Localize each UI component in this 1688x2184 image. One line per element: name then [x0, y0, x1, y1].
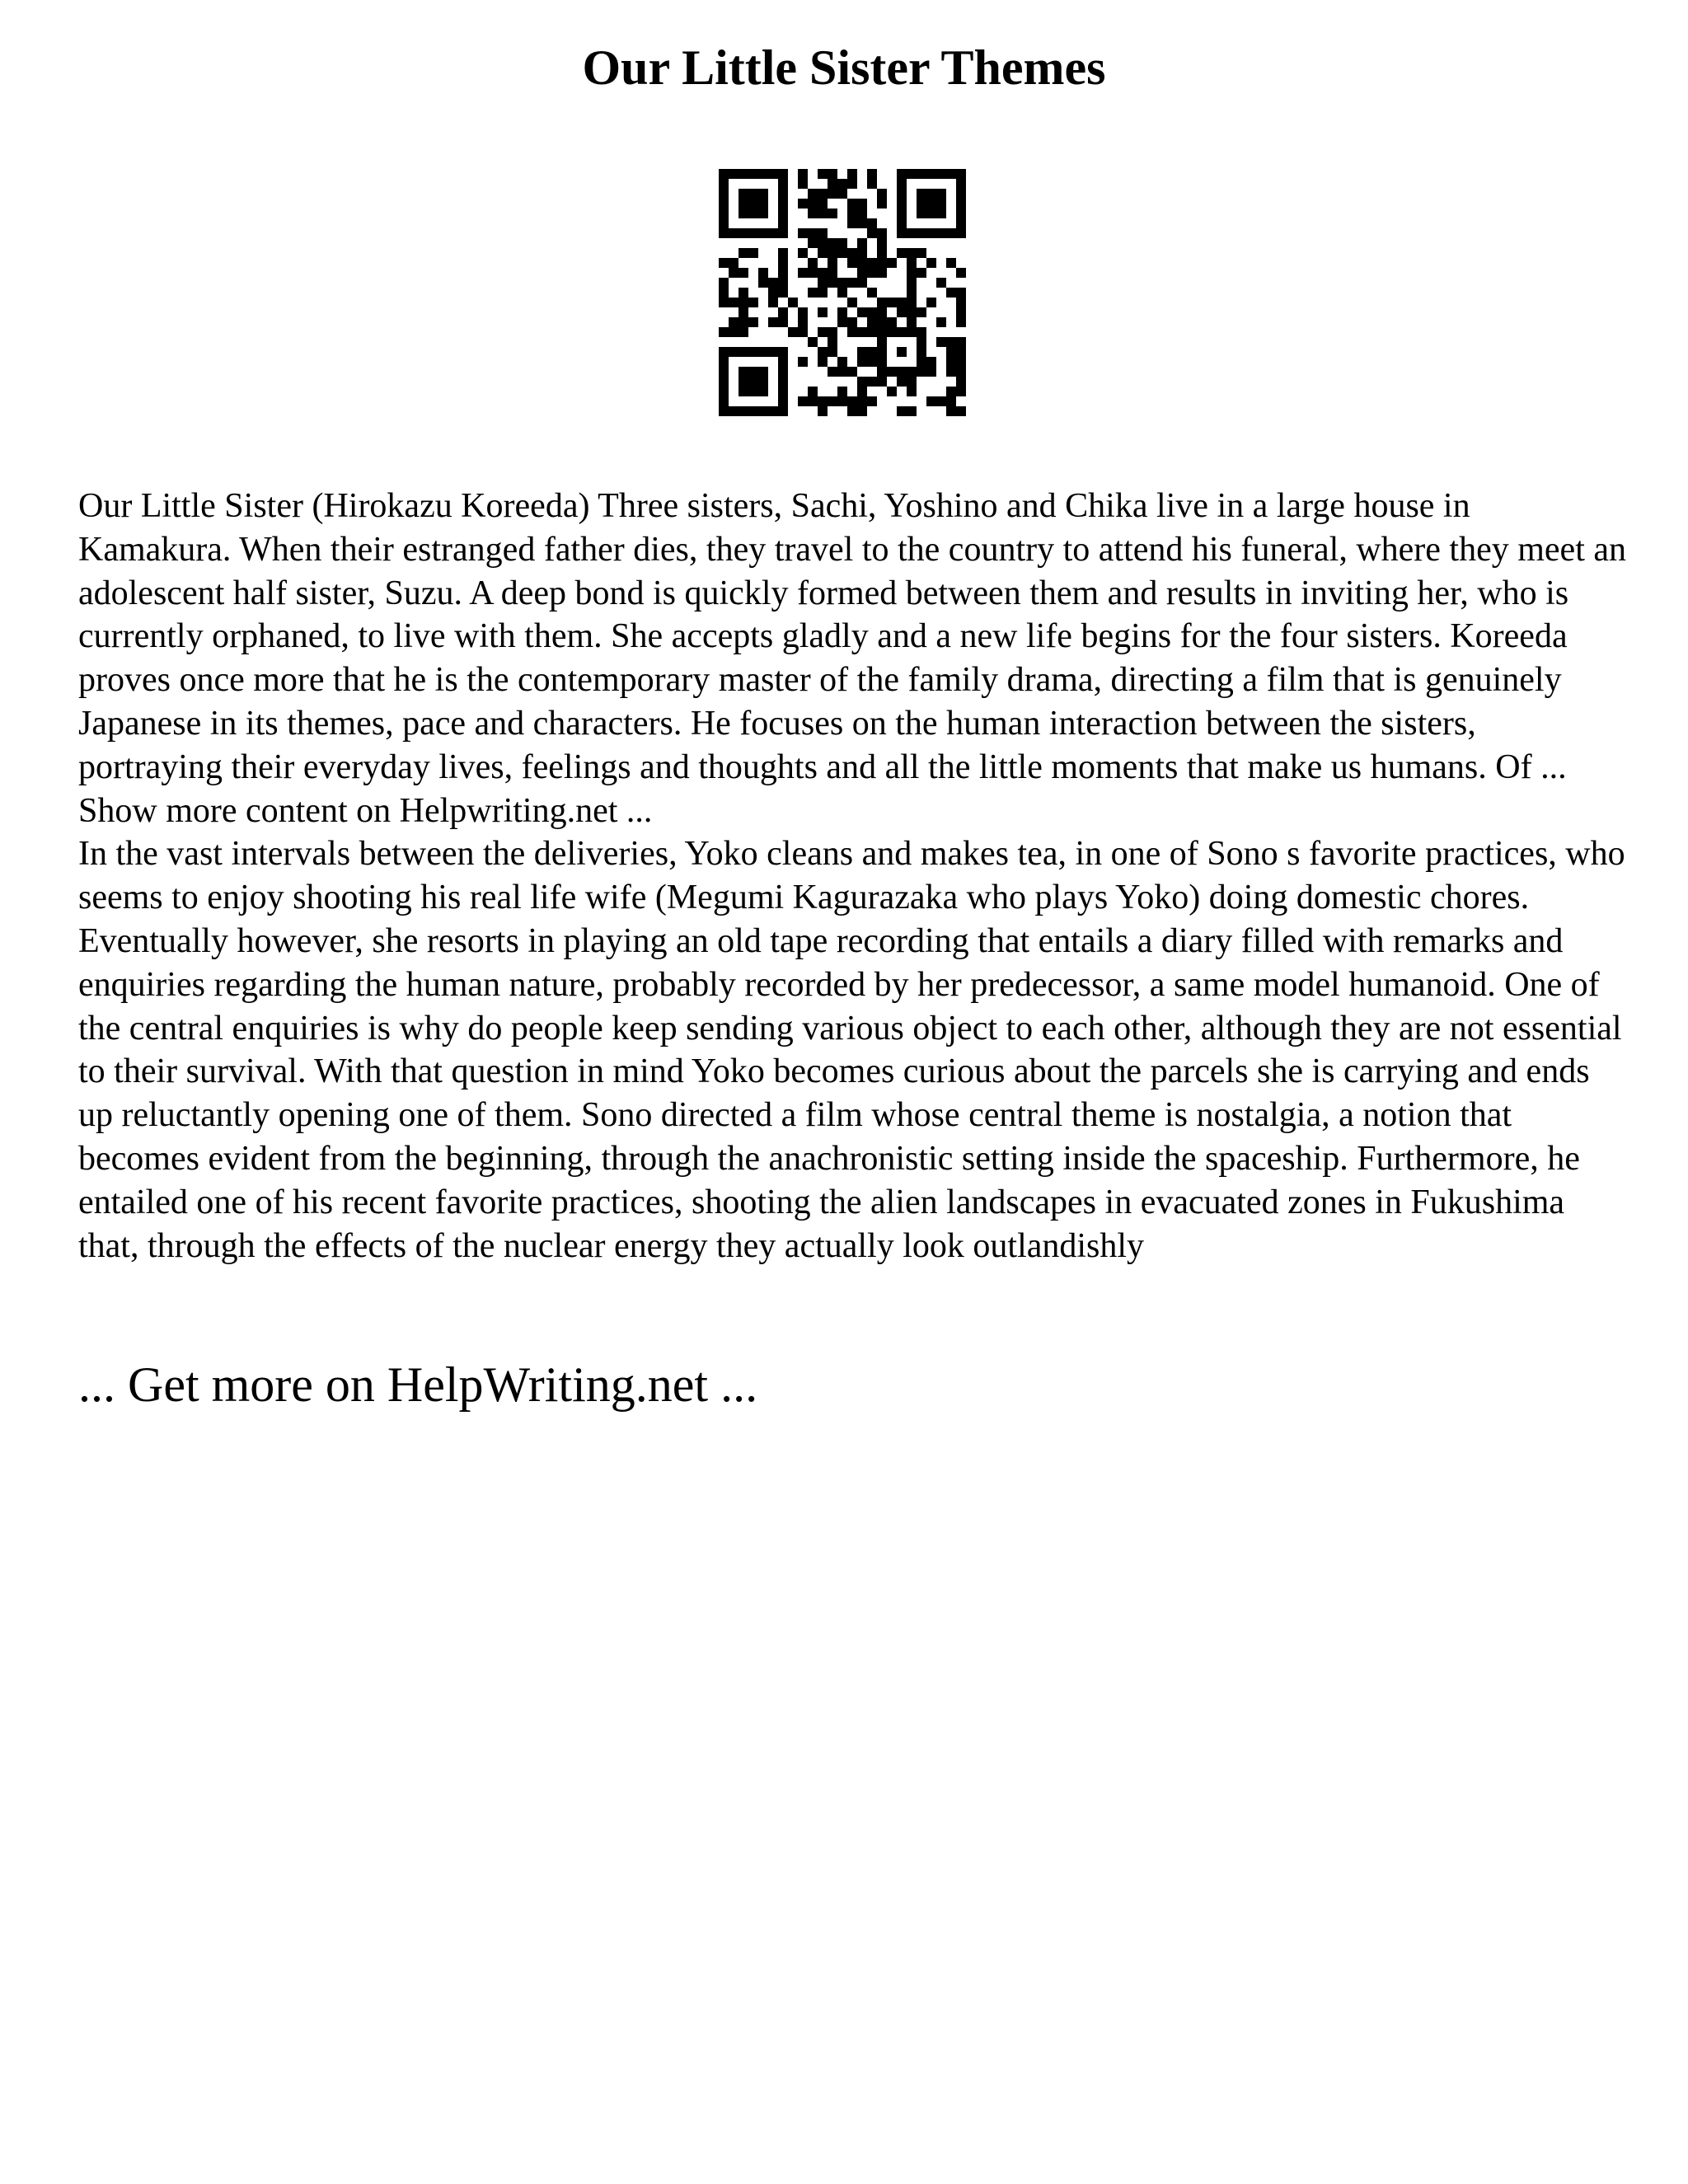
page-title: Our Little Sister Themes	[582, 40, 1106, 95]
article-body	[78, 485, 1628, 1268]
get-more-link[interactable]: ... Get more on HelpWriting.net ...	[78, 1357, 758, 1412]
paragraph-1: Our Little Sister (Hirokazu Koreeda) Three sisters, Sachi, Yoshino and Chika live in a large house in Kamakura. When their estranged father dies, they travel to the country to attend his funeral, where they meet an adolescent half sister, Suzu. A deep bond is quickly formed between them and results in inviting her, who is currently orphaned, to live with them. She accepts gladly and a new life begins for the four sisters. Koreeda proves once more that he is the contemporary master of the family drama, directing a film that is genuinely Japanese in its themes, pace and characters. He focuses on the human interaction between the sisters, portraying their everyday lives, feelings and thoughts and all the little moments that make us humans. Of ... Show more content on Helpwriting.net ...	[78, 487, 1627, 830]
qr-code-icon	[719, 169, 966, 416]
paragraph-2: In the vast intervals between the deliveries, Yoko cleans and makes tea, in one of Sono s favorite practices, who seems to enjoy shooting his real life wife (Megumi Kagurazaka who plays Yoko) doing domestic chores. Eventually however, she resorts in playing an old tape recording that entails a diary filled with remarks and enquiries regarding the human nature, probably recorded by her predecessor, a same model humanoid. One of the central enquiries is why do people keep sending various object to each other, although they are not essential to their survival. With that question in mind Yoko becomes curious about the parcels she is carrying and ends up reluctantly opening one of them. Sono directed a film whose central theme is nostalgia, a notion that becomes evident from the beginning, through the anachronistic setting inside the spaceship. Furthermore, he entailed one of his recent favorite practices, shooting the alien landscapes in evacuated zones in Fukushima that, through the effects of the nuclear energy they actually look outlandishly	[78, 835, 1625, 1265]
